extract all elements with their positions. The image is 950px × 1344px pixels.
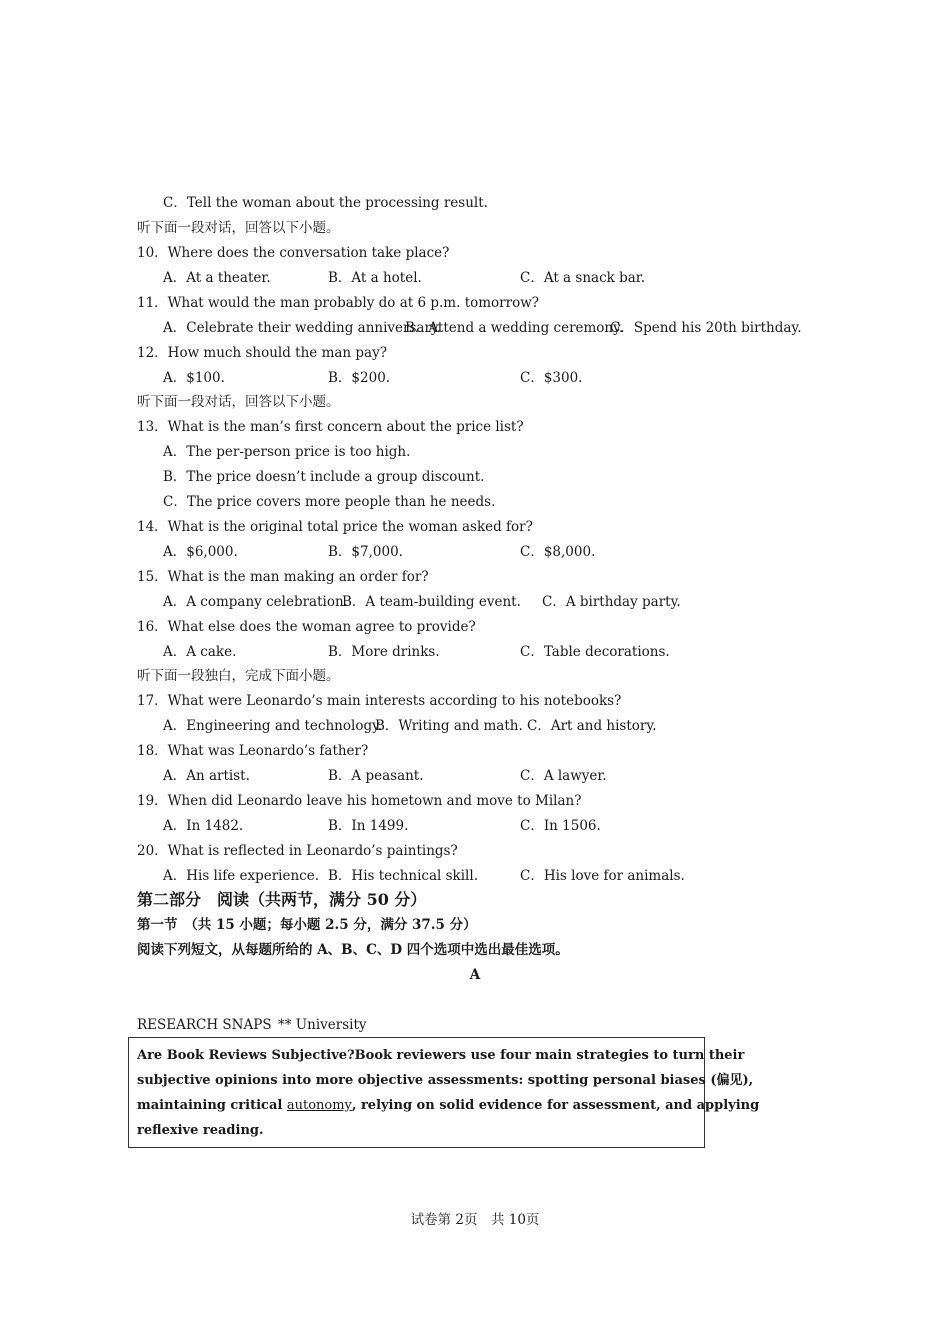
underlined-word: autonomy xyxy=(286,1098,352,1113)
option-q16-c: C．Table decorations. xyxy=(520,644,670,660)
option-q17-a: A．Engineering and technology. xyxy=(163,718,383,734)
question-10: 10．Where does the conversation take place? xyxy=(137,245,450,261)
question-15: 15．What is the man making an order for? xyxy=(137,569,429,585)
research-snaps-label: RESEARCH SNAPS xyxy=(137,1017,272,1033)
option-q11-c: C．Spend his 20th birthday. xyxy=(610,320,802,336)
text-segment: , relying on solid evidence for assessment, and applying xyxy=(351,1098,760,1113)
question-13: 13．What is the man’s first concern about the price list? xyxy=(137,419,524,435)
question-20: 20．What is reflected in Leonardo’s paintings? xyxy=(137,843,458,859)
option-q9-c: C．Tell the woman about the processing result. xyxy=(163,195,488,211)
question-18: 18．What was Leonardo’s father? xyxy=(137,743,369,759)
text-segment: maintaining critical xyxy=(137,1098,287,1113)
research-text-line: subjective opinions into more objective assessments: spotting personal biases (偏见), xyxy=(137,1073,754,1088)
research-text-line: Are Book Reviews Subjective?Book reviewers use four main strategies to turn their xyxy=(137,1048,745,1063)
option-q13-a: A．The per-person price is too high. xyxy=(163,444,411,460)
listening-direction: 听下面一段对话，回答以下小题。 xyxy=(137,220,340,236)
option-q15-b: B．A team-building event. xyxy=(342,594,521,610)
option-q18-c: C．A lawyer. xyxy=(520,768,607,784)
option-q19-b: B．In 1499. xyxy=(328,818,409,834)
option-q13-c: C．The price covers more people than he needs. xyxy=(163,494,496,510)
option-q11-b: B．Attend a wedding ceremony. xyxy=(405,320,624,336)
option-q11-a: A．Celebrate their wedding anniversary. xyxy=(163,320,442,336)
passage-label: A xyxy=(469,967,481,983)
university-label: ** University xyxy=(278,1017,367,1033)
option-q20-a: A．His life experience. xyxy=(163,868,320,884)
option-q15-c: C．A birthday party. xyxy=(542,594,681,610)
option-q14-a: A．$6,000. xyxy=(163,544,238,560)
reading-instructions: 阅读下列短文，从每题所给的 A、B、C、D 四个选项中选出最佳选项。 xyxy=(137,942,569,958)
option-q15-a: A．A company celebration. xyxy=(163,594,348,610)
option-q12-b: B．$200. xyxy=(328,370,391,386)
part-heading: 第二部分 阅读（共两节，满分 50 分） xyxy=(137,890,427,909)
question-14: 14．What is the original total price the woman asked for? xyxy=(137,519,533,535)
section-heading: 第一节 （共 15 小题；每小题 2.5 分，满分 37.5 分） xyxy=(137,917,477,933)
option-q19-c: C．In 1506. xyxy=(520,818,601,834)
option-q14-c: C．$8,000. xyxy=(520,544,596,560)
question-16: 16．What else does the woman agree to provide? xyxy=(137,619,476,635)
option-q10-a: A．At a theater. xyxy=(163,270,271,286)
option-q16-b: B．More drinks. xyxy=(328,644,440,660)
option-q20-b: B．His technical skill. xyxy=(328,868,478,884)
question-12: 12．How much should the man pay? xyxy=(137,345,387,361)
option-q10-c: C．At a snack bar. xyxy=(520,270,646,286)
option-q16-a: A．A cake. xyxy=(163,644,237,660)
question-17: 17．What were Leonardo’s main interests according to his notebooks? xyxy=(137,693,622,709)
option-q20-c: C．His love for animals. xyxy=(520,868,685,884)
listening-direction: 听下面一段独白，完成下面小题。 xyxy=(137,668,340,684)
option-q12-a: A．$100. xyxy=(163,370,225,386)
research-text-line: reflexive reading. xyxy=(137,1123,264,1138)
page-footer: 试卷第 2页 共 10页 xyxy=(410,1212,540,1228)
option-q10-b: B．At a hotel. xyxy=(328,270,422,286)
option-q12-c: C．$300. xyxy=(520,370,583,386)
research-text-line xyxy=(137,1097,759,1115)
question-11: 11．What would the man probably do at 6 p.m. tomorrow? xyxy=(137,295,540,311)
option-q17-b: B．Writing and math. xyxy=(375,718,523,734)
option-q17-c: C．Art and history. xyxy=(527,718,657,734)
option-q18-b: B．A peasant. xyxy=(328,768,424,784)
option-q14-b: B．$7,000. xyxy=(328,544,403,560)
question-19: 19．When did Leonardo leave his hometown and move to Milan? xyxy=(137,793,582,809)
listening-direction: 听下面一段对话，回答以下小题。 xyxy=(137,394,340,410)
option-q18-a: A．An artist. xyxy=(163,768,250,784)
option-q19-a: A．In 1482. xyxy=(163,818,244,834)
option-q13-b: B．The price doesn’t include a group discount. xyxy=(163,469,485,485)
